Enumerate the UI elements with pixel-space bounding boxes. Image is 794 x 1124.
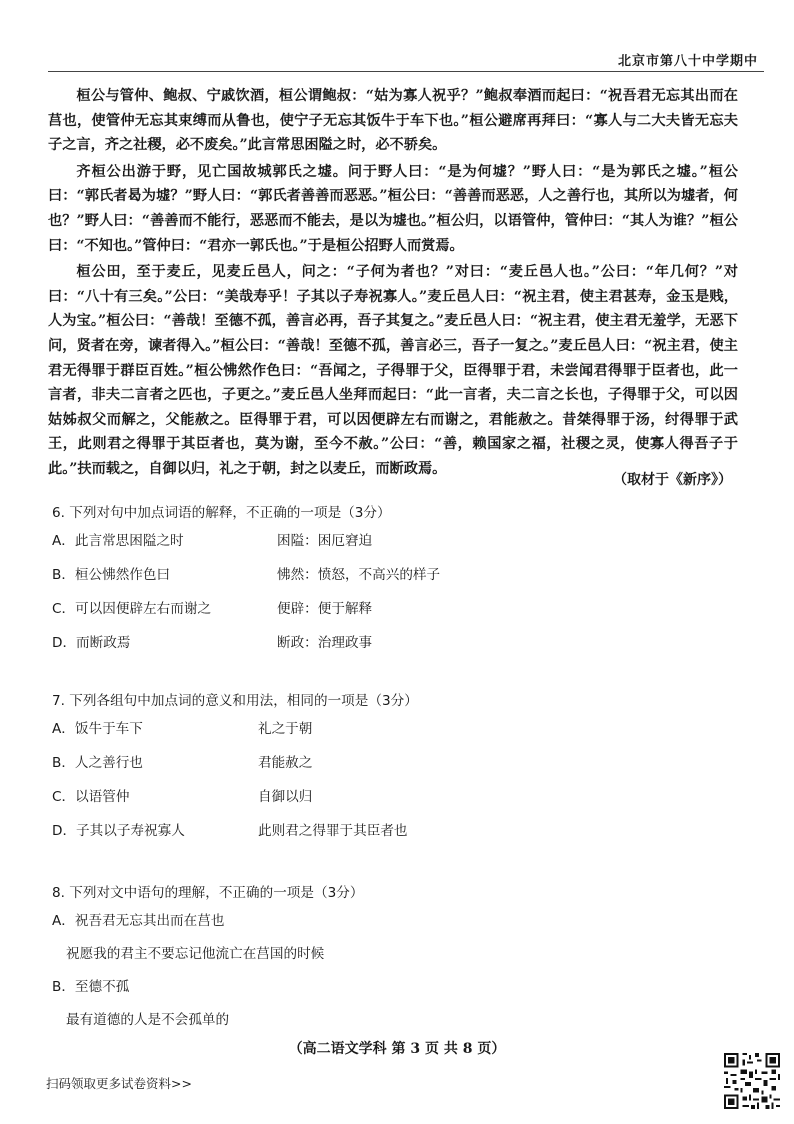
option-explain: 断政：治理政事 — [277, 635, 373, 651]
option-compare: 礼之于朝 — [258, 721, 313, 737]
school-header: 北京市第八十中学期中 — [617, 54, 758, 69]
question-8 — [52, 882, 742, 1036]
question-8-option-a — [52, 904, 742, 938]
option-explain: 怫然：愤怒，不高兴的样子 — [277, 567, 441, 583]
passage-paragraph-1: 桓公与管仲、鲍叔、宁戚饮酒，桓公谓鲍叔：“姑为寡人祝乎？”鲍叔奉酒而起曰：“祝吾君无忘其出而在莒也，使管仲无忘其束缚而从鲁也，使宁子无忘其饭牛于车下也。”桓公避席再拜曰：“寡人与二大夫皆无忘夫子之言，齐之社稷，必不废矣。”此言常思困隘之时，必不骄矣。 — [48, 88, 738, 154]
question-8-stem: 8. 下列对文中语句的理解，不正确的一项是（3分） — [52, 885, 364, 901]
reading-passage — [48, 84, 738, 484]
question-7 — [52, 690, 742, 848]
questions-section — [52, 502, 742, 1036]
option-text: A．饭牛于车下 — [52, 721, 143, 737]
option-text: A．祝吾君无忘其出而在莒也 — [52, 913, 225, 929]
option-text: C．以语管仲 — [52, 789, 130, 805]
question-8-option-b — [52, 970, 742, 1004]
question-7-option-a — [52, 712, 742, 746]
option-explain: 困隘：困厄窘迫 — [277, 533, 373, 549]
question-6-option-d — [52, 626, 742, 660]
option-text: C．可以因便辟左右而谢之 — [52, 601, 212, 617]
passage-source: （取材于《新序》） — [613, 472, 732, 488]
passage-paragraph-2: 齐桓公出游于野，见亡国故城郭氏之墟。问于野人曰：“是为何墟？”野人曰：“是为郭氏之墟。”桓公曰：“郭氏者曷为墟？”野人曰：“郭氏者善善而恶恶。”桓公曰：“善善而恶恶，人之善行也，其所以为墟者，何也？”野人曰：“善善而不能行，恶恶而不能去，是以为墟也。”桓公归，以语管仲，管仲曰：“其人为谁？”桓公曰：“不知也。”管仲曰：“君亦一郭氏也。”于是桓公招野人而赏焉。 — [48, 163, 738, 254]
question-6-option-a — [52, 524, 742, 558]
question-6-option-b — [52, 558, 742, 592]
question-7-option-c — [52, 780, 742, 814]
page-footer: （高二语文学科 第 3 页 共 8 页） — [288, 1041, 506, 1057]
question-6-option-c — [52, 592, 742, 626]
question-6-stem: 6. 下列对句中加点词语的解释，不正确的一项是（3分） — [52, 505, 391, 521]
option-text: B．至德不孤 — [52, 979, 130, 995]
promo-text[interactable]: 扫码领取更多试卷资料>> — [46, 1076, 192, 1091]
question-6 — [52, 502, 742, 660]
question-8-option-b-explain: 最有道德的人是不会孤单的 — [66, 1012, 230, 1028]
question-7-stem: 7. 下列各组句中加点词的意义和用法，相同的一项是（3分） — [52, 693, 418, 709]
option-text: A．此言常思困隘之时 — [52, 533, 184, 549]
passage-paragraph-3: 桓公田，至于麦丘，见麦丘邑人，问之：“子何为者也？”对曰：“麦丘邑人也。”公曰：“年几何？”对曰：“八十有三矣。”公曰：“美哉寿乎！子其以子寿祝寡人。”麦丘邑人曰：“祝主君，使主君甚寿，金玉是贱，人为宝。”桓公曰：“善哉！至德不孤，善言必再，吾子其复之。”麦丘邑人曰：“祝主君，使主君无羞学，无恶下问，贤者在旁，谏者得入。”桓公曰：“善哉！至德不孤，善言必三，吾子一复之。”麦丘邑人曰：“祝主君，使主君无得罪于群臣百姓。”桓公怫然作色曰：“吾闻之，子得罪于父，臣得罪于君，未尝闻君得罪于臣者也，此一言者，非夫二言者之匹也，子更之。”麦丘邑人坐拜而起曰：“此一言者，夫二言之长也，子得罪于父，可以因姑姊叔父而解之，父能赦之。臣得罪于君，可以因便辟左右而谢之，君能赦之。昔桀得罪于汤，纣得罪于武王，此则君之得罪于其臣者也，莫为谢，至今不赦。”公曰：“善，赖国家之福，社稷之灵，使寡人得吾子于此。”扶而载之，自御以归，礼之于朝，封之以麦丘，而断政焉。 — [48, 264, 738, 477]
option-text: D．子其以子寿祝寡人 — [52, 823, 185, 839]
question-8-option-a-explain: 祝愿我的君主不要忘记他流亡在莒国的时候 — [66, 946, 325, 962]
option-compare: 此则君之得罪于其臣者也 — [258, 823, 408, 839]
option-compare: 自御以归 — [258, 789, 313, 805]
question-7-option-d — [52, 814, 742, 848]
question-7-option-b — [52, 746, 742, 780]
option-compare: 君能赦之 — [258, 755, 313, 771]
option-text: B．人之善行也 — [52, 755, 143, 771]
option-text: B．桓公怫然作色曰 — [52, 567, 171, 583]
qr-code-icon[interactable] — [722, 1051, 782, 1111]
option-text: D．而断政焉 — [52, 635, 131, 651]
option-explain: 便辟：便于解释 — [277, 601, 373, 617]
header-divider — [48, 71, 764, 72]
